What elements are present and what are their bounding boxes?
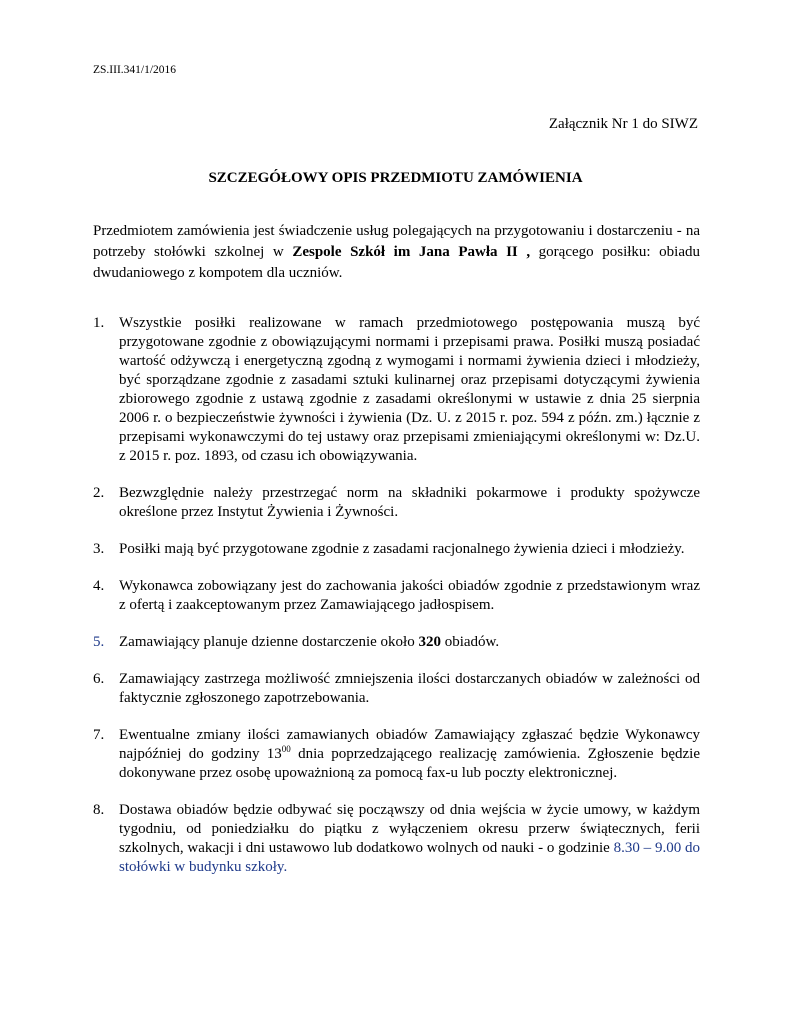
list-item-number: 8. — [93, 802, 105, 818]
delivery-time-text: 8.30 – 9.00 do stołówki w budynku szkoły. — [119, 840, 701, 875]
list-item — [93, 484, 700, 522]
list-item — [93, 633, 700, 652]
list-item-text: Wszystkie posiłki realizowane w ramach przedmiotowego postępowania muszą być przygotowane zgodnie z obowiązującymi normami i przepisami prawa. Posiłki muszą posiadać wartość odżywczą i energetyczną zgodną z wymogami i normami żywienia dzieci i młodzieży, być sporządzane zgodnie z zasadami sztuki kulinarnej oraz przepisami dotyczącymi żywienia zbiorowego zgodnie z ustawą zgodnie z zasadami określonymi w ustawie z dnia 25 sierpnia 2006 r. o bezpieczeństwie żywności i żywienia (Dz. U. z 2015 r. poz. 594 z późn. zm.) łącznie z przepisami wykonawczymi do tej ustawy oraz przepisami zmieniającymi określonymi w: Dz.U. z 2015 r. poz. 1893, od czasu ich obowiązywania. — [119, 315, 700, 464]
list-item-number: 3. — [93, 541, 105, 557]
meal-count: 320 — [418, 634, 441, 650]
list-item-text-pre: Dostawa obiadów będzie odbywać się począwszy od dnia wejścia w życie umowy, w każdym tygodniu, od poniedziałku do piątku z wyłączeniem okresu przerw świątecznych, ferii szkolnych, wakacji i dni ustawowo lub dodatkowo wolnych od nauki - o godzinie — [119, 802, 700, 856]
hour-superscript: 00 — [281, 744, 291, 754]
list-item-number: 5. — [93, 634, 105, 650]
document-reference-number: ZS.III.341/1/2016 — [93, 64, 177, 76]
list-item-text-pre: Ewentualne zmiany ilości zamawianych obiadów Zamawiający zgłaszać będzie Wykonawcy najpóźniej do godziny 13 — [119, 727, 700, 762]
list-item — [93, 540, 700, 559]
intro-text-part1: Przedmiotem zamówienia jest świadczenie usług polegających na przygotowaniu i dostarczeniu - na potrzeby stołówki szkolnej w — [93, 223, 700, 260]
list-item-text — [119, 633, 700, 652]
list-item-text: Bezwzględnie należy przestrzegać norm na składniki pokarmowe i produkty spożywcze określone przez Instytut Żywienia i Żywności. — [119, 485, 700, 520]
list-item — [93, 314, 700, 466]
annex-label: Załącznik Nr 1 do SIWZ — [548, 116, 698, 132]
document-title: SZCZEGÓŁOWY OPIS PRZEDMIOTU ZAMÓWIENIA — [208, 170, 583, 186]
list-item — [93, 670, 700, 708]
list-item-text-pre: Zamawiający planuje dzienne dostarczenie około — [119, 634, 419, 650]
intro-text-part2: gorącego posiłku: obiadu dwudaniowego z kompotem dla uczniów. — [93, 244, 700, 281]
school-name: Zespole Szkół im Jana Pawła II , — [292, 244, 531, 260]
list-item-text — [119, 726, 700, 783]
list-item-text-post: dnia poprzedzającego realizację zamówienia. Zgłoszenie będzie dokonywane przez osobę upoważnioną za pomocą fax-u lub poczty elektronicznej. — [119, 746, 700, 781]
intro-paragraph — [93, 221, 700, 284]
list-item — [93, 577, 700, 615]
list-item-number: 4. — [93, 578, 105, 594]
list-item-text — [119, 801, 700, 877]
list-item-text: Zamawiający zastrzega możliwość zmniejszenia ilości dostarczanych obiadów w zależności od faktycznie zgłoszonego zapotrzebowania. — [119, 671, 700, 706]
list-item — [93, 726, 700, 783]
list-item-text: Posiłki mają być przygotowane zgodnie z zasadami racjonalnego żywienia dzieci i młodzieży. — [119, 541, 685, 557]
list-item-number: 7. — [93, 727, 105, 743]
list-item-number: 6. — [93, 671, 105, 687]
list-item-text-post: obiadów. — [440, 634, 500, 650]
list-item-number: 1. — [93, 315, 105, 331]
list-item — [93, 801, 700, 877]
requirements-list — [93, 314, 700, 895]
list-item-text: Wykonawca zobowiązany jest do zachowania jakości obiadów zgodnie z przedstawionym wraz z ofertą i zaakceptowanym przez Zamawiającego jadłospisem. — [119, 578, 700, 613]
list-item-number: 2. — [93, 485, 105, 501]
